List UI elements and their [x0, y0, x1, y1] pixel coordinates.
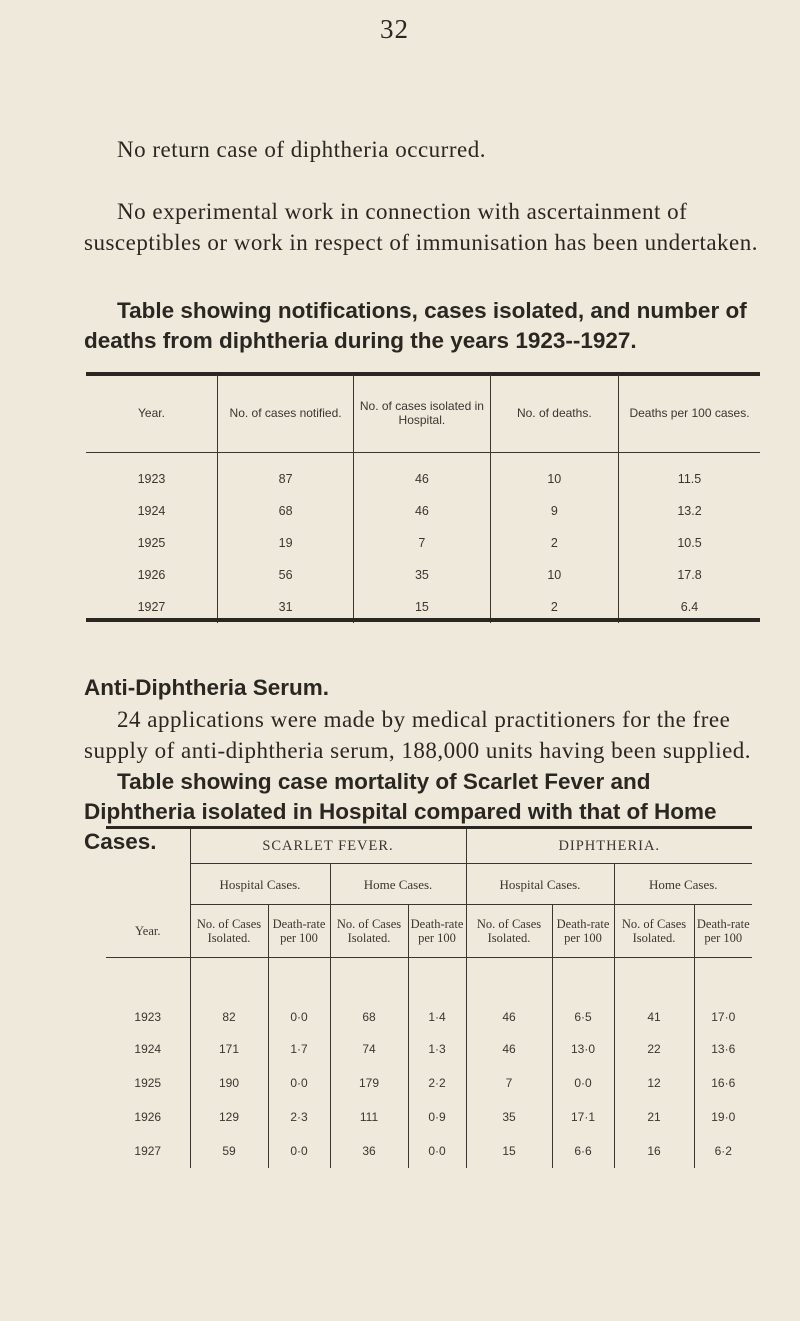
table-row	[86, 527, 760, 559]
table-row	[106, 1032, 752, 1066]
table-cell: 35	[354, 559, 490, 591]
table1-header-isolated: No. of cases isolated in Hospital.	[354, 374, 490, 453]
table-cell: 87	[217, 463, 353, 495]
table-row	[106, 1066, 752, 1100]
table-cell: 16	[614, 1134, 694, 1168]
table-cell: 6·2	[694, 1134, 752, 1168]
table2-header-d-hospital: Hospital Cases.	[466, 864, 614, 905]
table-cell: 31	[217, 591, 353, 623]
table-cell: 15	[354, 591, 490, 623]
table-cell: 1927	[137, 600, 166, 614]
table-cell: 68	[330, 958, 408, 1033]
table-cell: 13.2	[619, 495, 761, 527]
table1-title: Table showing notifications, cases isolated, and number of deaths from diphtheria during the years 1923--1927.	[84, 298, 747, 353]
table-row	[106, 1134, 752, 1168]
table-cell: 129	[190, 1100, 268, 1134]
table-cell: 7	[354, 527, 490, 559]
table-cell: 16·6	[694, 1066, 752, 1100]
table-cell: 0·0	[268, 1134, 330, 1168]
table-cell: 41	[614, 958, 694, 1033]
table-cell: 46	[354, 495, 490, 527]
table-cell: 1923	[137, 472, 166, 486]
table-cell: 36	[330, 1134, 408, 1168]
table1-header-notified: No. of cases notified.	[217, 374, 353, 453]
table-cell: 0·0	[408, 1134, 466, 1168]
table2-header-diphtheria: DIPHTHERIA.	[466, 829, 752, 864]
table2-header-rate: Death-rate per 100	[552, 905, 614, 958]
table-cell: 11.5	[619, 463, 761, 495]
table-cell: 46	[354, 463, 490, 495]
table-cell: 13·0	[552, 1032, 614, 1066]
table-cell: 1924	[137, 504, 166, 518]
table-cell: 68	[217, 495, 353, 527]
serum-heading: Anti-Diphtheria Serum.	[84, 675, 330, 700]
serum-paragraph: 24 applications were made by medical practitioners for the free supply of anti-diphtheria serum, 188,000 units having been supplied.	[84, 707, 752, 763]
table-row	[86, 495, 760, 527]
paragraph-no-return-case: No return case of diphtheria occurred.	[117, 137, 486, 162]
table-cell: 1·4	[408, 958, 466, 1033]
table-cell: 1926	[137, 568, 166, 582]
table-row	[86, 463, 760, 495]
case-mortality-table	[106, 829, 752, 1168]
table-cell: 19	[217, 527, 353, 559]
table-cell: 2·3	[268, 1100, 330, 1134]
table-cell: 6·6	[552, 1134, 614, 1168]
table-cell: 17·0	[694, 958, 752, 1033]
table2-header-rate: Death-rate per 100	[694, 905, 752, 958]
table-cell: 56	[217, 559, 353, 591]
table-cell: 179	[330, 1066, 408, 1100]
table1-header-deaths: No. of deaths.	[490, 374, 618, 453]
table-cell: 35	[466, 1100, 552, 1134]
table-cell: 0·0	[552, 1066, 614, 1100]
table-cell: 19·0	[694, 1100, 752, 1134]
table2-title: Table showing case mortality of Scarlet Fever and Diphtheria isolated in Hospital compared with that of Home Cases.	[84, 769, 717, 854]
table-cell: 82	[190, 958, 268, 1033]
table1-header-year: Year.	[138, 406, 165, 420]
table-cell: 190	[190, 1066, 268, 1100]
table-cell: 9	[490, 495, 618, 527]
table-cell: 74	[330, 1032, 408, 1066]
table-cell: 10	[490, 463, 618, 495]
table-row	[106, 1100, 752, 1134]
table-cell: 1925	[137, 536, 166, 550]
table2-header-cases: No. of Cases Isolated.	[466, 905, 552, 958]
table-cell: 13·6	[694, 1032, 752, 1066]
table-cell: 171	[190, 1032, 268, 1066]
table-cell: 6.4	[619, 591, 761, 623]
table-cell: 17.8	[619, 559, 761, 591]
table-cell: 12	[614, 1066, 694, 1100]
diphtheria-notifications-table	[86, 374, 760, 623]
table-cell: 1925	[134, 1076, 162, 1090]
table-cell: 22	[614, 1032, 694, 1066]
table-cell: 0·9	[408, 1100, 466, 1134]
table-cell: 17·1	[552, 1100, 614, 1134]
table2-header-d-home: Home Cases.	[614, 864, 752, 905]
table-cell: 10.5	[619, 527, 761, 559]
table-cell: 1927	[134, 1144, 162, 1158]
table2-header-rate: Death-rate per 100	[268, 905, 330, 958]
table2-corner	[106, 829, 190, 864]
table-cell: 46	[466, 1032, 552, 1066]
table-row	[86, 559, 760, 591]
table2-header-sf-home: Home Cases.	[330, 864, 466, 905]
table1-bottom-rule	[86, 618, 760, 622]
table-cell: 59	[190, 1134, 268, 1168]
table-cell: 1·7	[268, 1032, 330, 1066]
table-cell: 1924	[134, 1042, 162, 1056]
table-row	[106, 958, 752, 1033]
table-cell: 0·0	[268, 1066, 330, 1100]
table-cell: 111	[330, 1100, 408, 1134]
table-cell: 7	[466, 1066, 552, 1100]
table2-header-sf-hospital: Hospital Cases.	[190, 864, 330, 905]
table-cell: 0·0	[268, 958, 330, 1033]
table2-header-rate: Death-rate per 100	[408, 905, 466, 958]
table2-header-year: Year.	[106, 905, 190, 958]
table2-header-scarlet-fever: SCARLET FEVER.	[190, 829, 466, 864]
table-cell: 6·5	[552, 958, 614, 1033]
table-cell: 10	[490, 559, 618, 591]
table-cell: 1926	[134, 1110, 162, 1124]
table1-header-deaths-per-100: Deaths per 100 cases.	[619, 374, 761, 453]
table-cell: 1·3	[408, 1032, 466, 1066]
table-cell: 1923	[134, 1010, 162, 1024]
table2-header-cases: No. of Cases Isolated.	[614, 905, 694, 958]
table2-header-cases: No. of Cases Isolated.	[330, 905, 408, 958]
table-cell: 2	[490, 591, 618, 623]
table-cell: 15	[466, 1134, 552, 1168]
table-cell: 46	[466, 958, 552, 1033]
page-number: 32	[380, 14, 409, 44]
paragraph-experimental-work: No experimental work in connection with ascertainment of susceptibles or work in respect of immunisation has been undertaken.	[84, 199, 759, 255]
table2-header-cases: No. of Cases Isolated.	[190, 905, 268, 958]
table-cell: 21	[614, 1100, 694, 1134]
table-cell: 2·2	[408, 1066, 466, 1100]
table-cell: 2	[490, 527, 618, 559]
